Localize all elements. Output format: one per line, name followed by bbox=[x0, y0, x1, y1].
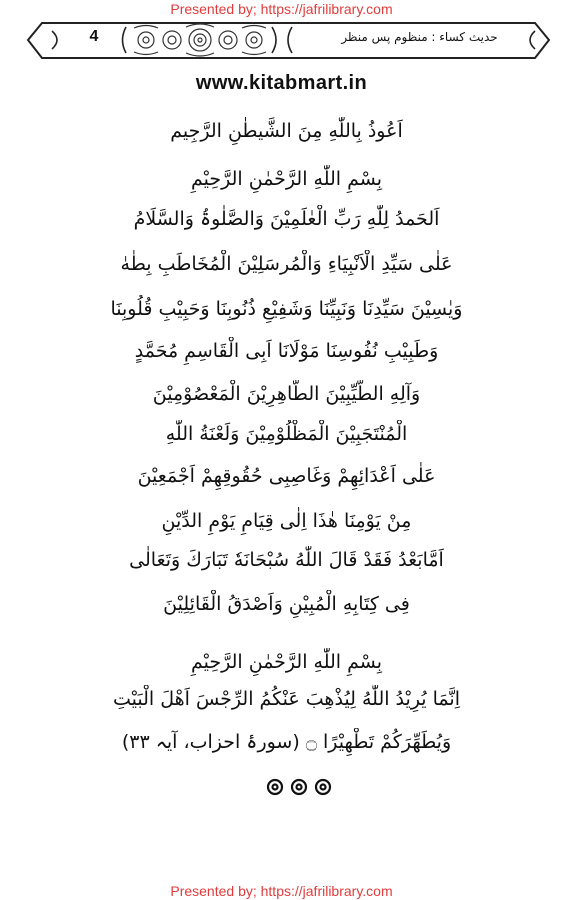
watermark-top: Presented by; https://jafrilibrary.com bbox=[170, 1, 393, 17]
text-line: وَآلِهِ الطَّیِّبِیْنَ الطَّاهِرِیْنَ الْمَعْصُوْمِیْنَ bbox=[152, 383, 421, 405]
text-line: عَلٰی اَعْدَائِهِمْ وَغَاصِبِی حُقُوقِهِمْ اَجْمَعِیْنَ bbox=[137, 465, 436, 487]
text-line: اَمَّابَعْدُ فَقَدْ قَالَ اللّٰهُ سُبْحَانَهٗ تَبَارَكَ وَتَعَالٰی bbox=[129, 549, 444, 571]
text-line: مِنْ یَوْمِنَا هٰذَا اِلٰی قِیَامِ یَوْمِ الدِّیْنِ bbox=[161, 510, 412, 532]
text-line: فِی کِتَابِهِ الْمُبِیْنِ وَاَصْدَقُ الْقَائِلِیْنَ bbox=[163, 593, 410, 615]
bismillah-line: بِسْمِ اللّٰهِ الرَّحْمٰنِ الرَّحِیْمِ bbox=[191, 651, 382, 673]
text-line: وَیٰسِیْنَ سَیِّدِنَا وَنَبِیِّنَا وَشَفِیْعِ ذُنُوبِنَا وَحَبِیْبِ قُلُوبِنَا bbox=[110, 298, 463, 320]
text-line: اَلحَمدُ لِلّٰهِ رَبِّ الْعٰلَمِیْنَ وَالصَّلٰوۃُ وَالسَّلَامُ bbox=[133, 208, 440, 230]
bismillah-line: بِسْمِ اللّٰهِ الرَّحْمٰنِ الرَّحِیْمِ bbox=[191, 168, 382, 190]
site-url: www.kitabmart.in bbox=[195, 72, 368, 94]
three-flower-ornament-icon bbox=[263, 776, 335, 798]
page-header bbox=[22, 19, 555, 62]
header-title: حدیث کساء : منظوم پس منظر bbox=[341, 30, 498, 44]
verse-line: اِنَّمَا یُرِیْدُ اللّٰهُ لِیُذْهِبَ عَنْكُمُ الرِّجْسَ اَهْلَ الْبَیْتِ bbox=[113, 688, 460, 710]
verse-line: وَیُطَهِّرَكُمْ تَطْهِیْرًا ۝ (سورۂ احزاب، آیہ ۳۳) bbox=[121, 731, 452, 753]
watermark-bottom: Presented by; https://jafrilibrary.com bbox=[170, 883, 393, 899]
text-line: عَلٰی سَیِّدِ الْاَنْبِیَاءِ وَالْمُرسَلِیْنَ الْمُخَاطَبِ بِطٰهٰ bbox=[120, 253, 453, 275]
page-number: 4 bbox=[89, 28, 99, 45]
text-line: وَطَبِیْبِ نُفُوسِنَا مَوْلَانَا اَبِی الْقَاسِمِ مُحَمَّدٍ bbox=[134, 340, 439, 362]
taawwuz-line: اَعُوذُ بِاللّٰهِ مِنَ الشَّیطٰنِ الرَّجِیم bbox=[170, 120, 403, 142]
text-line: الْمُنْتَجَبِیْنَ الْمَظْلُوْمِیْنَ وَلَعْنَةُ اللّٰهِ bbox=[165, 423, 408, 445]
